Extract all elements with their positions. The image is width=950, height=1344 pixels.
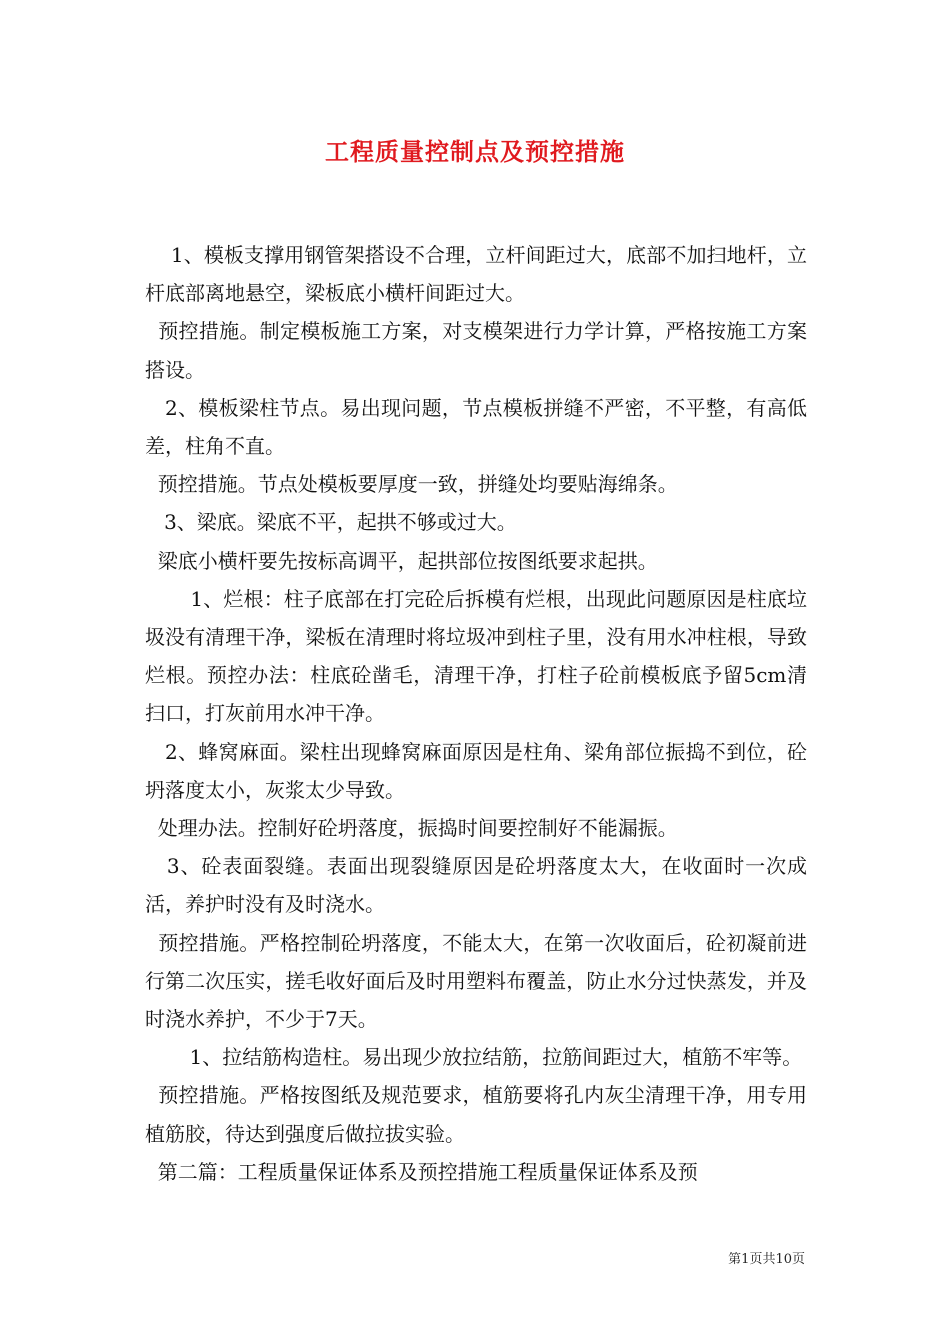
paragraph: 预控措施。制定模板施工方案，对支模架进行力学计算，严格按施工方案搭设。 xyxy=(145,319,807,382)
paragraph: 3、梁底。梁底不平，起拱不够或过大。 xyxy=(145,510,517,535)
paragraph: 预控措施。严格控制砼坍落度，不能太大，在第一次收面后，砼初凝前进行第二次压实，搓毛收好面后及时用塑料布覆盖，防止水分过快蒸发，并及时浇水养护，不少于7天。 xyxy=(145,930,807,1032)
paragraph: 3、砼表面裂缝。表面出现裂缝原因是砼坍落度太大，在收面时一次成活，养护时没有及时浇水。 xyxy=(145,854,807,917)
page-number: 第1页共10页 xyxy=(728,1252,805,1267)
paragraph: 1、模板支撑用钢管架搭设不合理，立杆间距过大，底部不加扫地杆，立杆底部离地悬空，梁板底小横杆间距过大。 xyxy=(145,243,807,306)
paragraph: 梁底小横杆要先按标高调平，起拱部位按图纸要求起拱。 xyxy=(145,548,658,573)
paragraph: 2、模板梁柱节点。易出现问题，节点模板拼缝不严密，不平整，有高低差，柱角不直。 xyxy=(145,395,807,459)
paragraph: 1、烂根：柱子底部在打完砼后拆模有烂根，出现此问题原因是柱底垃圾没有清理干净，梁板在清理时将垃圾冲到柱子里，没有用水冲柱根，导致烂根。预控办法：柱底砼凿毛，清理干净，打柱子砼前模板底予留5cm清扫口，打灰前用水冲干净。 xyxy=(145,586,807,726)
paragraph: 1、拉结筋构造柱。易出现少放拉结筋，拉筋间距过大，植筋不牢等。 xyxy=(145,1045,803,1070)
paragraph: 处理办法。控制好砼坍落度，振捣时间要控制好不能漏振。 xyxy=(145,816,678,841)
paragraph: 预控措施。节点处模板要厚度一致，拼缝处均要贴海绵条。 xyxy=(145,472,678,497)
paragraph: 第二篇：工程质量保证体系及预控措施工程质量保证体系及预 xyxy=(145,1159,698,1184)
paragraph: 2、蜂窝麻面。梁柱出现蜂窝麻面原因是柱角、梁角部位振捣不到位，砼坍落度太小，灰浆太少导致。 xyxy=(145,739,807,802)
paragraph: 预控措施。严格按图纸及规范要求，植筋要将孔内灰尘清理干净，用专用植筋胶，待达到强度后做拉拔实验。 xyxy=(145,1083,807,1146)
document-title: 工程质量控制点及预控措施 xyxy=(325,137,625,166)
document-body xyxy=(145,236,807,1191)
